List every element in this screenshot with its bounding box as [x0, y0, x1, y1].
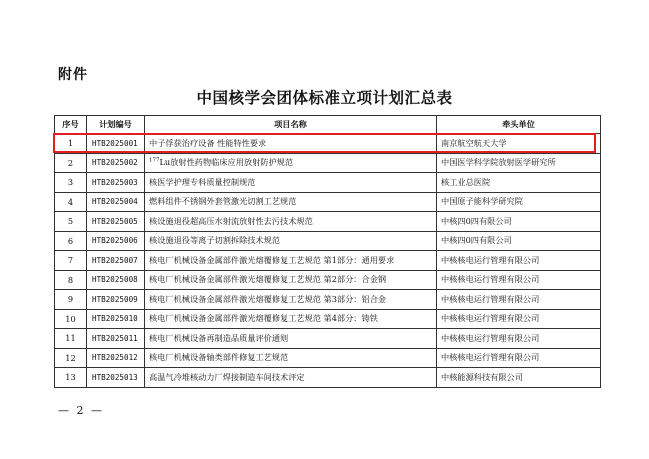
table-row — [55, 192, 601, 212]
cell-code: HTB2025002 — [87, 153, 145, 173]
cell-unit: 中核核电运行管理有限公司 — [437, 270, 601, 290]
isotope-superscript: 177 — [149, 157, 160, 164]
cell-no: 10 — [55, 309, 87, 329]
table-row — [55, 309, 601, 329]
table-row — [55, 329, 601, 349]
cell-code: HTB2025006 — [87, 231, 145, 251]
cell-unit: 中核能源科技有限公司 — [437, 368, 601, 388]
table-row — [55, 348, 601, 368]
cell-no: 7 — [55, 251, 87, 271]
table-row — [55, 290, 601, 310]
cell-name: 核电厂机械设备金属部件激光熔覆修复工艺规范 第4部分：铸铁 — [145, 309, 437, 329]
cell-no: 2 — [55, 153, 87, 173]
cell-unit: 核工业总医院 — [437, 173, 601, 193]
cell-name: 核设施退役超高压水射流放射性去污技术规范 — [145, 212, 437, 232]
cell-code: HTB2025012 — [87, 348, 145, 368]
cell-unit: 中国原子能科学研究院 — [437, 192, 601, 212]
table-row — [55, 251, 601, 271]
cell-no: 4 — [55, 192, 87, 212]
cell-no: 6 — [55, 231, 87, 251]
cell-code: HTB2025008 — [87, 270, 145, 290]
cell-name: 核电厂机械设备金属部件激光熔覆修复工艺规范 第2部分：合金钢 — [145, 270, 437, 290]
cell-unit: 中核核电运行管理有限公司 — [437, 348, 601, 368]
cell-no: 12 — [55, 348, 87, 368]
cell-unit: 中核核电运行管理有限公司 — [437, 329, 601, 349]
column-header-unit: 牵头单位 — [437, 116, 601, 134]
table-row — [55, 153, 601, 173]
cell-name: 燃料组件不锈钢外套管激光切割工艺规范 — [145, 192, 437, 212]
cell-unit: 中国医学科学院放射医学研究所 — [437, 153, 601, 173]
attachment-label: 附件 — [58, 67, 88, 83]
cell-unit: 中核核电运行管理有限公司 — [437, 251, 601, 271]
cell-name: 高温气冷堆核动力厂焊接制造车间技术评定 — [145, 368, 437, 388]
cell-name-text: Lu放射性药物临床应用放射防护规范 — [159, 157, 294, 168]
cell-no: 8 — [55, 270, 87, 290]
cell-no: 3 — [55, 173, 87, 193]
document-title: 中国核学会团体标准立项计划汇总表 — [196, 88, 453, 107]
cell-no: 1 — [55, 134, 87, 154]
cell-name: 核电厂机械设备金属部件激光熔覆修复工艺规范 第1部分：通用要求 — [145, 251, 437, 271]
cell-name — [145, 153, 437, 173]
cell-code: HTB2025005 — [87, 212, 145, 232]
cell-code: HTB2025003 — [87, 173, 145, 193]
cell-unit: 中核核电运行管理有限公司 — [437, 290, 601, 310]
table-header-row — [55, 116, 601, 134]
table-row — [55, 173, 601, 193]
cell-code: HTB2025011 — [87, 329, 145, 349]
table-row — [55, 368, 601, 388]
cell-no: 5 — [55, 212, 87, 232]
cell-unit: 中核四0四有限公司 — [437, 212, 601, 232]
cell-code: HTB2025004 — [87, 192, 145, 212]
cell-code: HTB2025001 — [87, 134, 145, 154]
table-row — [55, 270, 601, 290]
cell-unit: 中核核电运行管理有限公司 — [437, 309, 601, 329]
page-number: — 2 — — [58, 404, 104, 417]
table-row — [55, 212, 601, 232]
cell-unit: 中核四0四有限公司 — [437, 231, 601, 251]
cell-unit: 南京航空航天大学 — [437, 134, 601, 154]
column-header-code: 计划编号 — [87, 116, 145, 134]
cell-name: 核电厂机械设备金属部件激光熔覆修复工艺规范 第3部分：铝合金 — [145, 290, 437, 310]
cell-name: 核医学护理专科质量控制规范 — [145, 173, 437, 193]
cell-no: 11 — [55, 329, 87, 349]
cell-code: HTB2025010 — [87, 309, 145, 329]
cell-code: HTB2025007 — [87, 251, 145, 271]
standards-plan-table — [54, 115, 601, 388]
table-row — [55, 134, 601, 154]
cell-name: 中子俘获治疗设备 性能特性要求 — [145, 134, 437, 154]
cell-name: 核电厂机械设备再制造品质量评价通则 — [145, 329, 437, 349]
table-row — [55, 231, 601, 251]
column-header-no: 序号 — [55, 116, 87, 134]
column-header-name: 项目名称 — [145, 116, 437, 134]
cell-code: HTB2025013 — [87, 368, 145, 388]
cell-no: 9 — [55, 290, 87, 310]
cell-name: 核电厂机械设备轴类部件修复工艺规范 — [145, 348, 437, 368]
cell-name: 核设施退役等离子切割拆除技术规范 — [145, 231, 437, 251]
cell-no: 13 — [55, 368, 87, 388]
cell-code: HTB2025009 — [87, 290, 145, 310]
